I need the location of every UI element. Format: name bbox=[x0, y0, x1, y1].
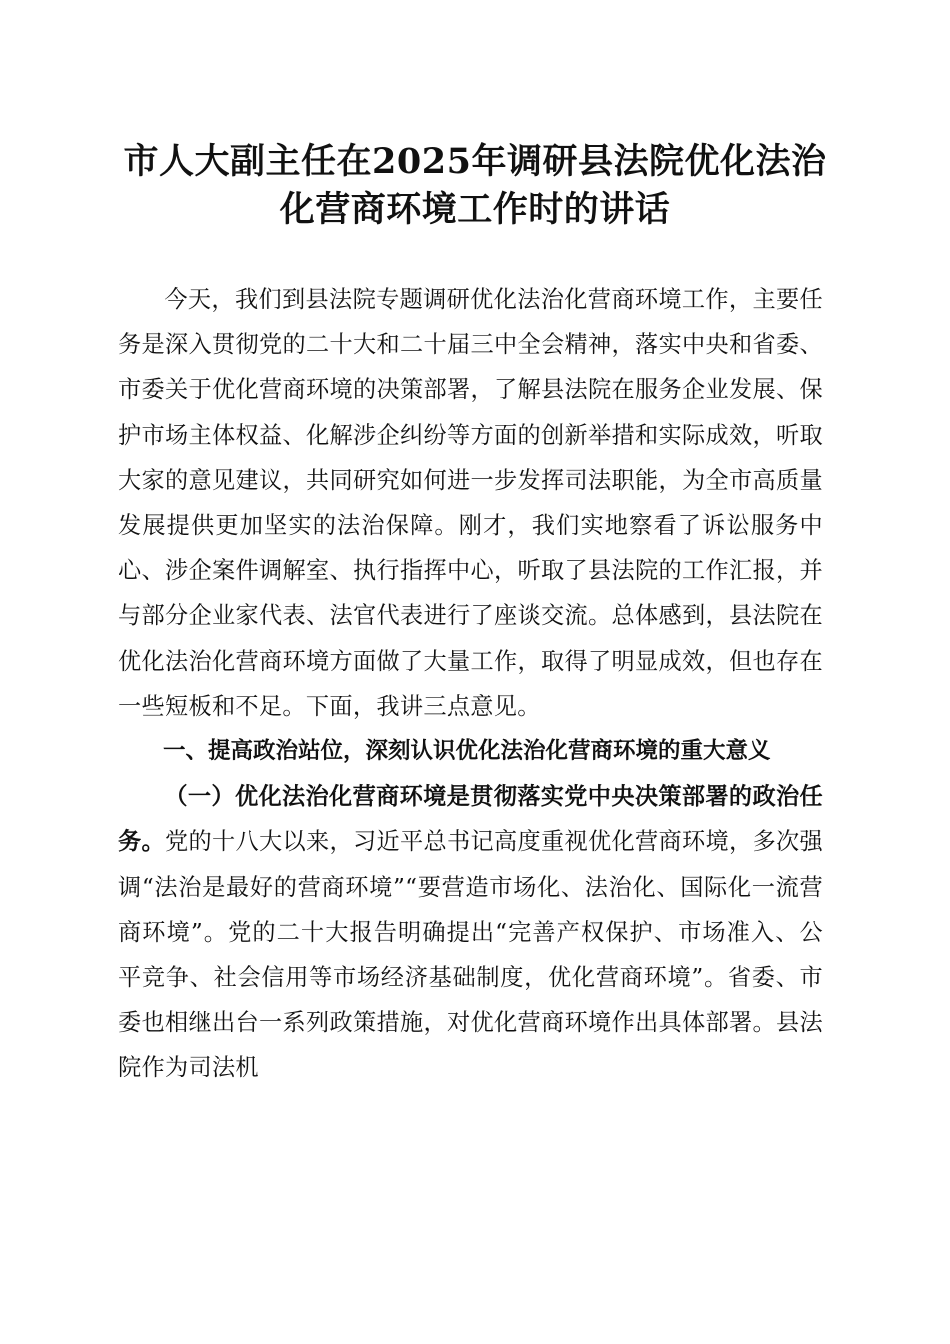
document-title bbox=[0, 138, 950, 234]
title-line-1: 市人大副主任在2025年调研县法院优化法治 bbox=[123, 141, 827, 182]
subsection-1-lead: （一）优化法治化营商环境是贯彻落实党中央决策部署的政治任务。 bbox=[118, 783, 823, 856]
title-line-2: 化营商环境工作时的讲话 bbox=[279, 189, 671, 230]
section-1-heading: 一、提高政治站位，深刻认识优化法治化营商环境的重大意义 bbox=[163, 738, 771, 765]
intro-paragraph: 今天，我们到县法院专题调研优化法治化营商环境工作，主要任务是深入贯彻党的二十大和二十届三中全会精神，落实中央和省委、市委关于优化营商环境的决策部署，了解县法院在服务企业发展、保护市场主体权益、化解涉企纠纷等方面的创新举措和实际成效，听取大家的意见建议，共同研究如何进一步发挥司法职能，为全市高质量发展提供更加坚实的法治保障。刚才，我们实地察看了诉讼服务中心、涉企案件调解室、执行指挥中心，听取了县法院的工作汇报，并与部分企业家代表、法官代表进行了座谈交流。总体感到，县法院在优化法治化营商环境方面做了大量工作，取得了明显成效，但也存在一些短板和不足。下面，我讲三点意见。 bbox=[118, 286, 823, 720]
document-body bbox=[118, 277, 823, 1091]
subsection-1-body: 党的十八大以来，习近平总书记高度重视优化营商环境，多次强调“法治是最好的营商环境”“要营造市场化、法治化、国际化一流营商环境”。党的二十大报告明确提出“完善产权保护、市场准入、公平竞争、社会信用等市场经济基础制度，优化营商环境”。省委、市委也相继出台一系列政策措施，对优化营商环境作出具体部署。县法院作为司法机 bbox=[118, 828, 823, 1082]
subsection-1-paragraph bbox=[118, 774, 823, 1090]
